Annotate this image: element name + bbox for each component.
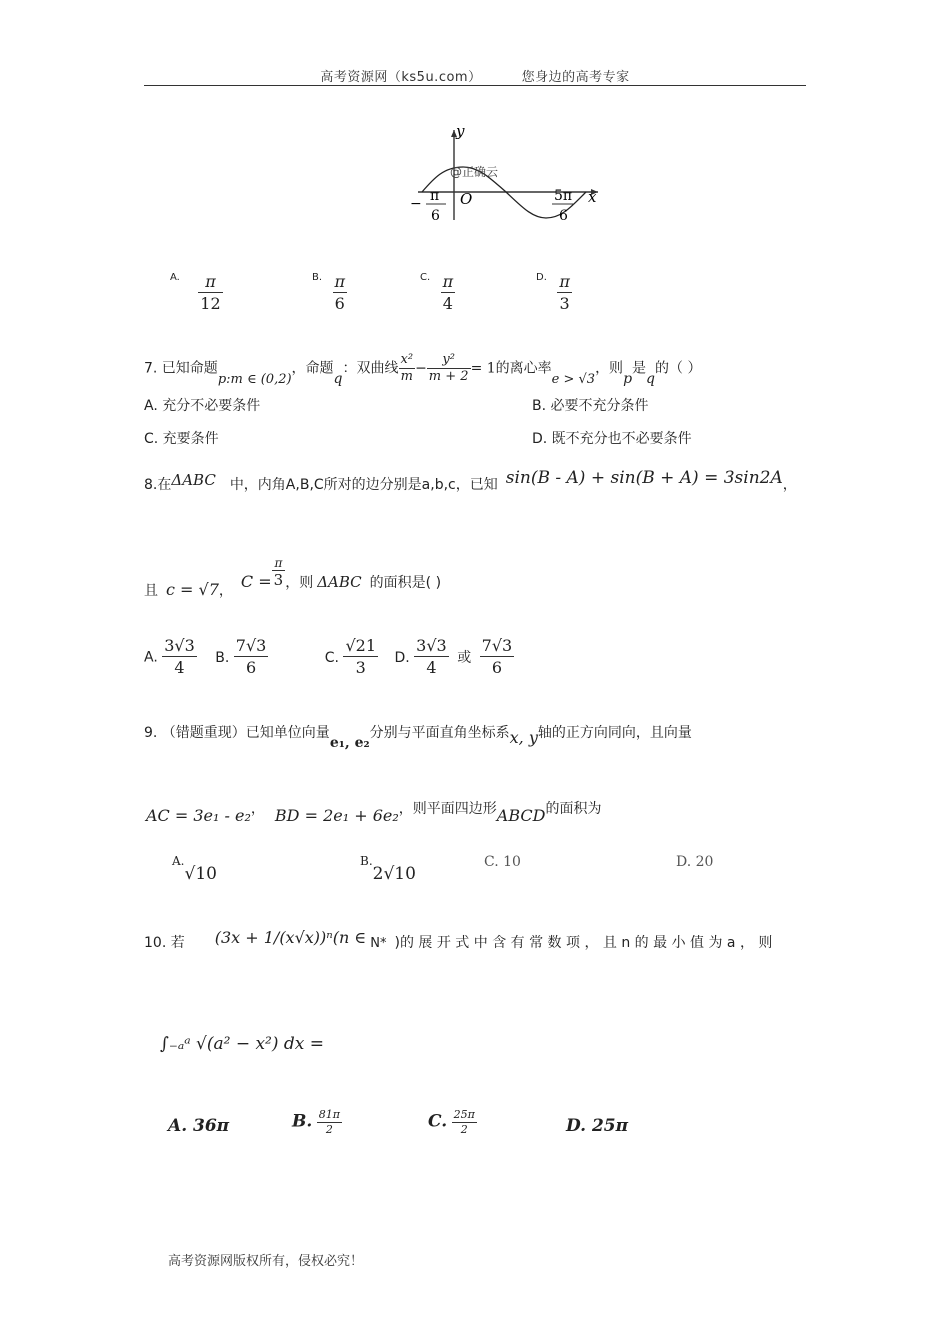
left-tick-sign: − xyxy=(410,196,422,212)
q9-option-a: A.√10 xyxy=(172,854,217,884)
watermark: @正确云 xyxy=(450,165,499,179)
q9-option-b: B.2√10 xyxy=(360,854,416,884)
q10-integral: ∫₋ₐᵃ √(a² − x²) dx = xyxy=(160,1034,325,1054)
q8-opt-c-label: C. xyxy=(324,649,340,666)
page-header xyxy=(0,66,950,85)
q10-option-b: B. $\frac{81\pi}{2}$ xyxy=(292,1108,340,1136)
q7-option-d: D. 既不充分也不必要条件 xyxy=(532,431,692,447)
sine-graph xyxy=(408,124,608,224)
q6-option-b: $^{B.}$ $\frac{\pi}{6}$ xyxy=(312,272,346,313)
q8-opt-b-label: B. xyxy=(215,649,230,666)
q10-stem: 10. 若 (3x + 1/(x√x))ⁿ(n ∈ N* )的 展 开 式 中 含 有 常 数 项 ， 且 n 的 最 小 值 为 a ， 则 xyxy=(144,928,773,951)
q6-option-a: $^{A.}$ $\frac{\pi}{12}$ xyxy=(170,272,221,313)
q8-stem-line2: 且 c = √7， C = $\frac{\pi}{3}$ ，则 ΔABC 的面积是( ) xyxy=(144,556,442,599)
page-footer: 高考资源网版权所有，侵权必究！ xyxy=(168,1254,364,1269)
q10-option-a: A. 36π xyxy=(168,1116,230,1136)
q7-stem: 7. 已知命题p:m ∈ (0,2)，命题q：双曲线 $\frac{\text{x²}}{m}$ − $\frac{\text{y²}}{m + 2}$ = 1的离心率e > √3，则p是q的（ ） xyxy=(144,352,702,387)
q8-opt-d-label: D. xyxy=(394,649,410,666)
q6-option-d: $^{D.}$ $\frac{\pi}{3}$ xyxy=(536,272,570,313)
y-label: y xyxy=(456,124,465,140)
header-rule xyxy=(144,85,806,86)
q10-option-c: C. $\frac{25\pi}{2}$ xyxy=(428,1108,475,1136)
q8-options: A. $\frac{3√3}{4}$ B. $\frac{7√3}{6}$ C. $\frac{√21}{3}$ D. $\frac{3√3}{4}$ 或 $\frac{7√3}{6}$ xyxy=(144,636,513,677)
q6-option-c: $^{C.}$ $\frac{\pi}{4}$ xyxy=(420,272,454,313)
right-tick-num: 5π xyxy=(554,188,573,204)
q9-option-c: C. 10 xyxy=(484,854,521,870)
q8-stem-line1: 8.在ΔABC 中，内角A,B,C所对的边分别是a,b,c，已知 sin(B - A) + sin(B + A) = 3sin2A， xyxy=(144,468,797,493)
graph-svg xyxy=(408,124,608,224)
q8-opt-a-label: A. xyxy=(144,649,158,666)
q7-option-c: C. 充要条件 xyxy=(144,431,219,447)
q10-option-d: D. 25π xyxy=(566,1116,629,1136)
left-tick-num: π xyxy=(430,188,440,204)
q7-option-a: A. 充分不必要条件 xyxy=(144,398,261,414)
right-tick-den: 6 xyxy=(559,208,568,224)
origin-label: O xyxy=(460,190,473,208)
left-tick-den: 6 xyxy=(431,208,440,224)
header-left: 高考资源网（ks5u.com） xyxy=(320,70,482,85)
header-right: 您身边的高考专家 xyxy=(521,70,630,85)
q9-stem-line2: AC = 3e₁ - e₂， BD = 2e₁ + 6e₂，则平面四边形ABCD的面积为 xyxy=(146,801,602,825)
x-label: x xyxy=(588,188,597,206)
q9-option-d: D. 20 xyxy=(676,854,714,870)
q7-option-b: B. 必要不充分条件 xyxy=(532,398,649,414)
q9-stem-line1: 9. （错题重现）已知单位向量e₁, e₂分别与平面直角坐标系x, y轴的正方向同向，且向量 xyxy=(144,725,692,751)
